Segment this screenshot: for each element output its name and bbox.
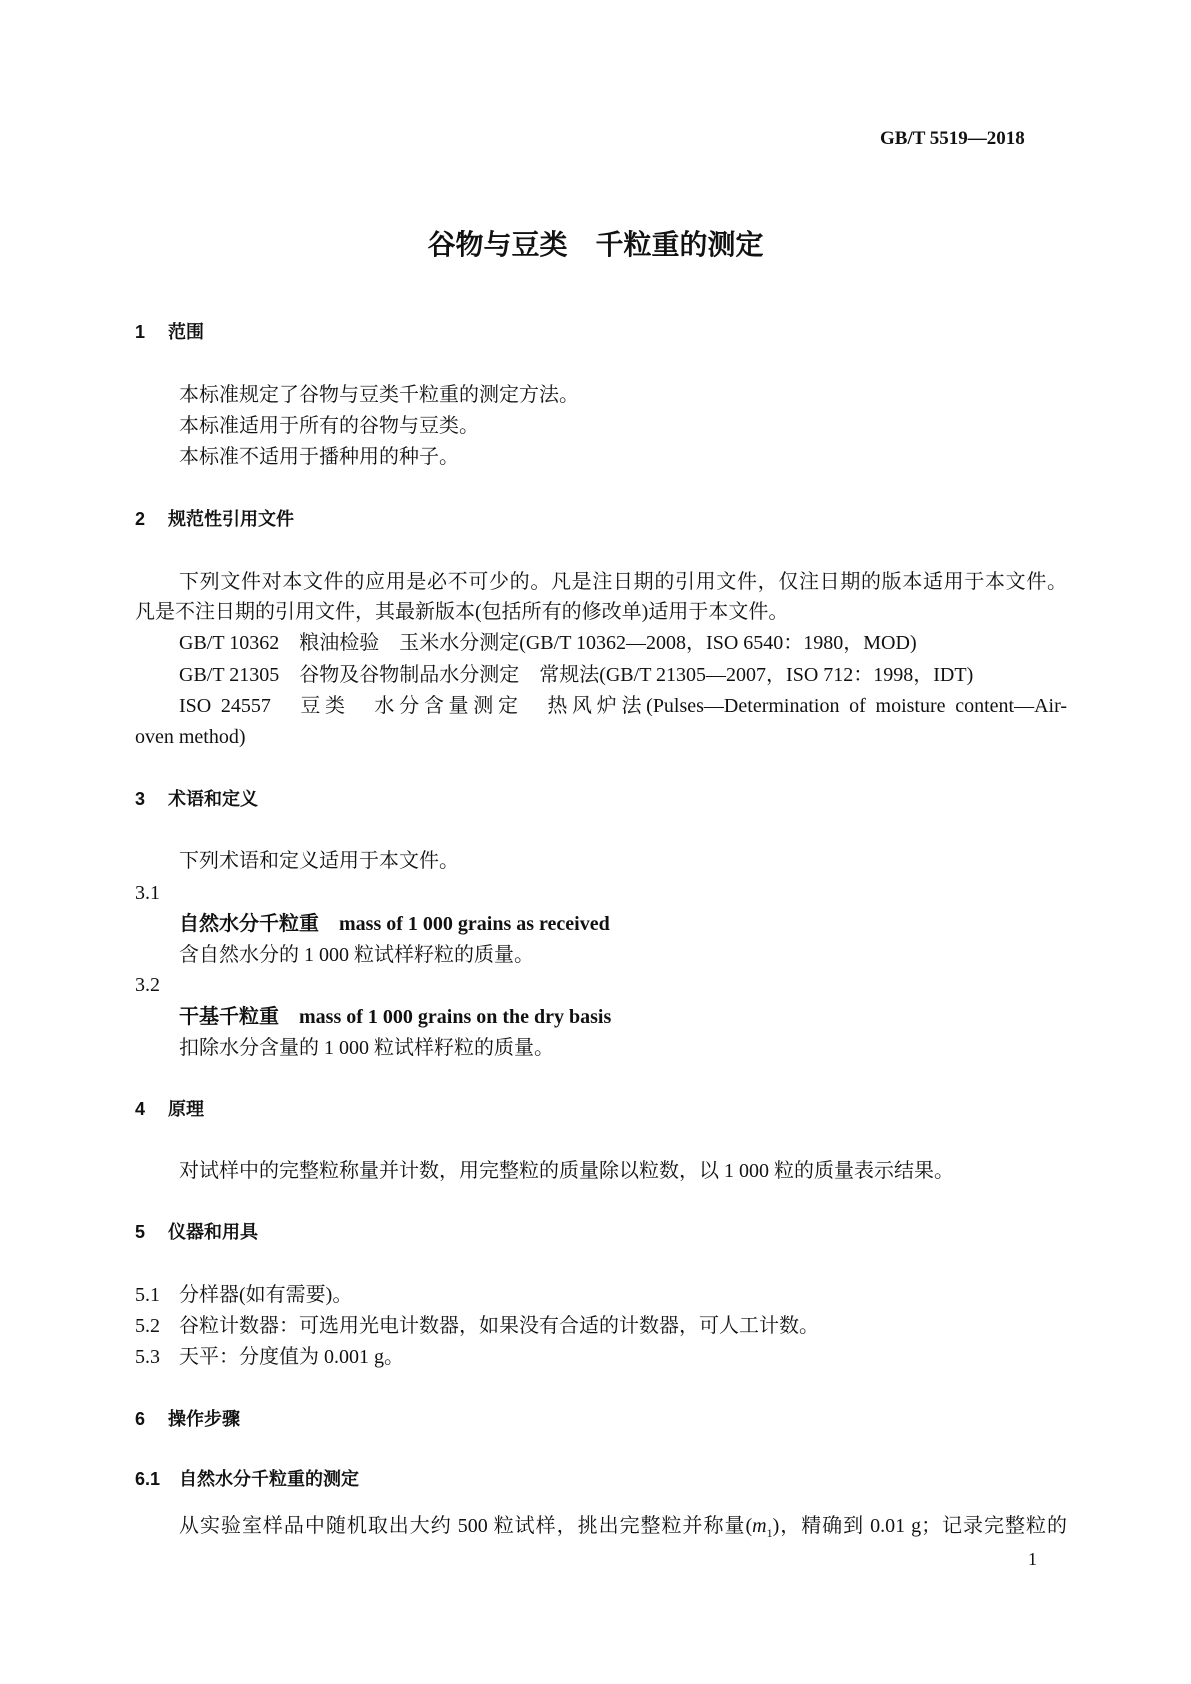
section-5-heading: 5 仪器和用具 xyxy=(135,1222,258,1242)
list-item: 5.2 谷粒计数器：可选用光电计数器，如果没有合适的计数器，可人工计数。 xyxy=(135,1315,819,1337)
term-number: 3.2 xyxy=(135,974,160,996)
term: 干基千粒重 mass of 1 000 grains on the dry basis xyxy=(179,1006,612,1028)
paragraph: 对试样中的完整粒称量并计数，用完整粒的质量除以粒数，以 1 000 粒的质量表示结果。 xyxy=(179,1160,954,1182)
reference-item: GB/T 10362 粮油检验 玉米水分测定(GB/T 10362—2008，ISO 6540：1980，MOD) xyxy=(179,632,917,654)
list-item: 5.1 分样器(如有需要)。 xyxy=(135,1284,353,1306)
standard-code: GB/T 5519—2018 xyxy=(880,128,1025,149)
list-item: 5.3 天平：分度值为 0.001 g。 xyxy=(135,1346,404,1368)
term: 自然水分千粒重 mass of 1 000 grains as received xyxy=(179,913,610,935)
paragraph: 下列术语和定义适用于本文件。 xyxy=(179,850,459,872)
reference-item: GB/T 21305 谷物及谷物制品水分测定 常规法(GB/T 21305—2007，ISO 712：1998，IDT) xyxy=(179,664,974,686)
paragraph: 从实验室样品中随机取出大约 500 粒试样，挑出完整粒并称量$(m_1)$，精确到 0.01 g；记录完整粒的 xyxy=(179,1515,1067,1540)
paragraph: 凡是不注日期的引用文件，其最新版本(包括所有的修改单)适用于本文件。 xyxy=(135,601,789,623)
term-definition: 含自然水分的 1 000 粒试样籽粒的质量。 xyxy=(179,944,534,966)
subsection-6-1-heading: 6.1 自然水分千粒重的测定 xyxy=(135,1469,359,1489)
section-1-heading: 1 范围 xyxy=(135,322,204,342)
section-2-heading: 2 规范性引用文件 xyxy=(135,509,294,529)
paragraph: 下列文件对本文件的应用是必不可少的。凡是注日期的引用文件，仅注日期的版本适用于本文件。 xyxy=(179,571,1067,593)
reference-item-cont: oven method) xyxy=(135,726,246,748)
section-3-heading: 3 术语和定义 xyxy=(135,789,258,809)
document-title: 谷物与豆类 千粒重的测定 xyxy=(427,229,764,260)
paragraph: 本标准适用于所有的谷物与豆类。 xyxy=(179,415,479,437)
section-6-heading: 6 操作步骤 xyxy=(135,1409,240,1429)
paragraph: 本标准规定了谷物与豆类千粒重的测定方法。 xyxy=(179,384,579,406)
term-number: 3.1 xyxy=(135,882,160,904)
page-number: 1 xyxy=(1028,1549,1037,1569)
term-definition: 扣除水分含量的 1 000 粒试样籽粒的质量。 xyxy=(179,1037,554,1059)
reference-item: ISO 24557 豆类 水分含量测定 热风炉法(Pulses—Determination of moisture content—Air- xyxy=(179,695,1067,717)
paragraph: 本标准不适用于播种用的种子。 xyxy=(179,446,459,468)
section-4-heading: 4 原理 xyxy=(135,1099,204,1119)
